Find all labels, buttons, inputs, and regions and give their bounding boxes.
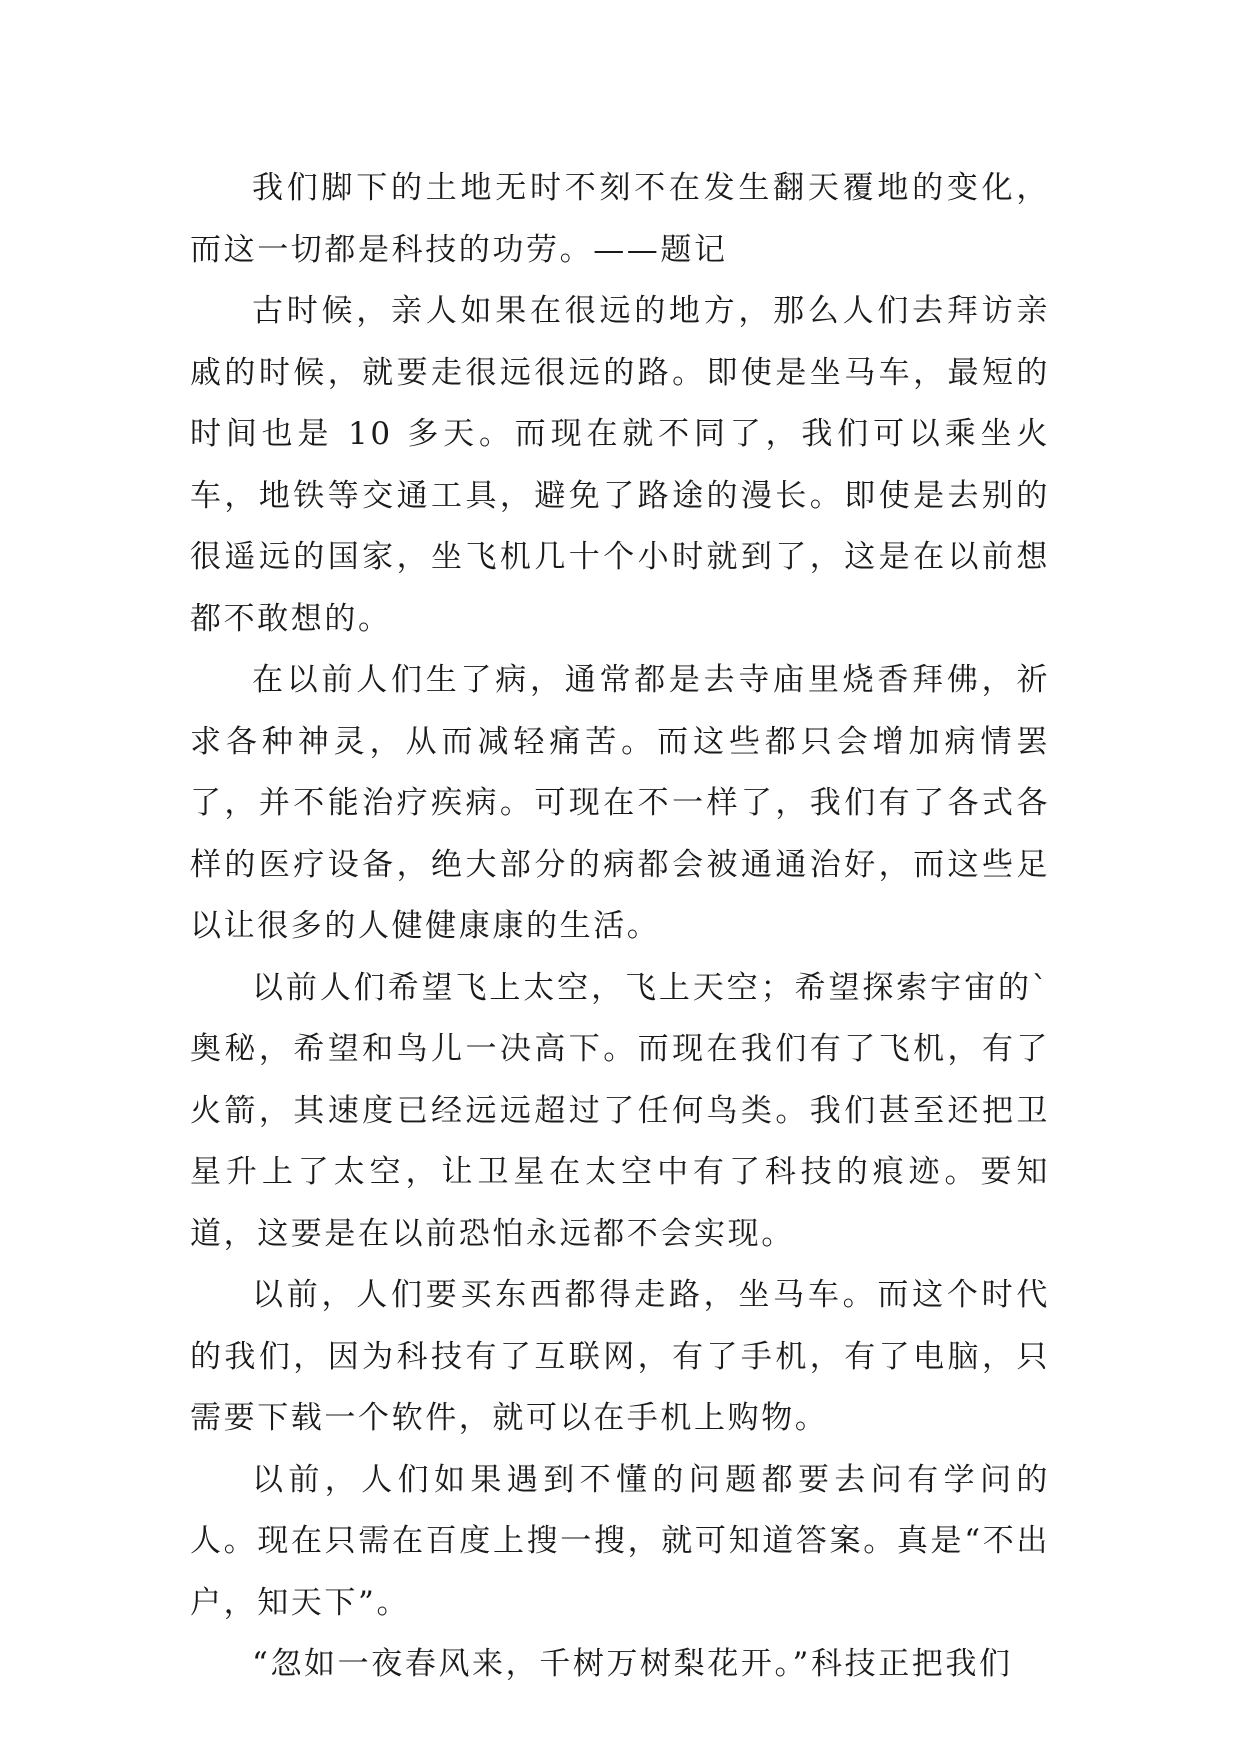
paragraph-space: 以前人们希望飞上太空，飞上天空；希望探索宇宙的`奥秘，希望和鸟儿一决高下。而现在我们有了飞机，有了火箭，其速度已经远远超过了任何鸟类。我们甚至还把卫星升上了太空，让卫星在太空中有了科技的痕迹。要知道，这要是在以前恐怕永远都不会实现。 [190,969,1050,1252]
paragraph-transportation: 古时候，亲人如果在很远的地方，那么人们去拜访亲戚的时候，就要走很远很远的路。即使是坐马车，最短的时间也是 10 多天。而现在就不同了，我们可以乘坐火车，地铁等交通工具，避免了路途的漫长。即使是去别的很遥远的国家，坐飞机几十个小时就到了，这是在以前想都不敢想的。 [190,293,1050,637]
paragraph-knowledge: 以前，人们如果遇到不懂的问题都要去问有学问的人。现在只需在百度上搜一搜，就可知道答案。真是“不出户，知天下”。 [190,1461,1050,1621]
paragraph-shopping: 以前，人们要买东西都得走路，坐马车。而这个时代的我们，因为科技有了互联网，有了手机，有了电脑，只需要下载一个软件，就可以在手机上购物。 [190,1277,1050,1436]
document-body [190,158,1050,1696]
paragraph-medicine: 在以前人们生了病，通常都是去寺庙里烧香拜佛，祈求各种神灵，从而减轻痛苦。而这些都只会增加病情罢了，并不能治疗疾病。可现在不一样了，我们有了各式各样的医疗设备，绝大部分的病都会被通通治好，而这些足以让很多的人健健康康的生活。 [190,662,1050,944]
paragraph-closing: “忽如一夜春风来，千树万树梨花开。”科技正把我们 [252,1646,1013,1682]
paragraph-epigraph: 我们脚下的土地无时不刻不在发生翻天覆地的变化，而这一切都是科技的功劳。——题记 [190,170,1050,268]
